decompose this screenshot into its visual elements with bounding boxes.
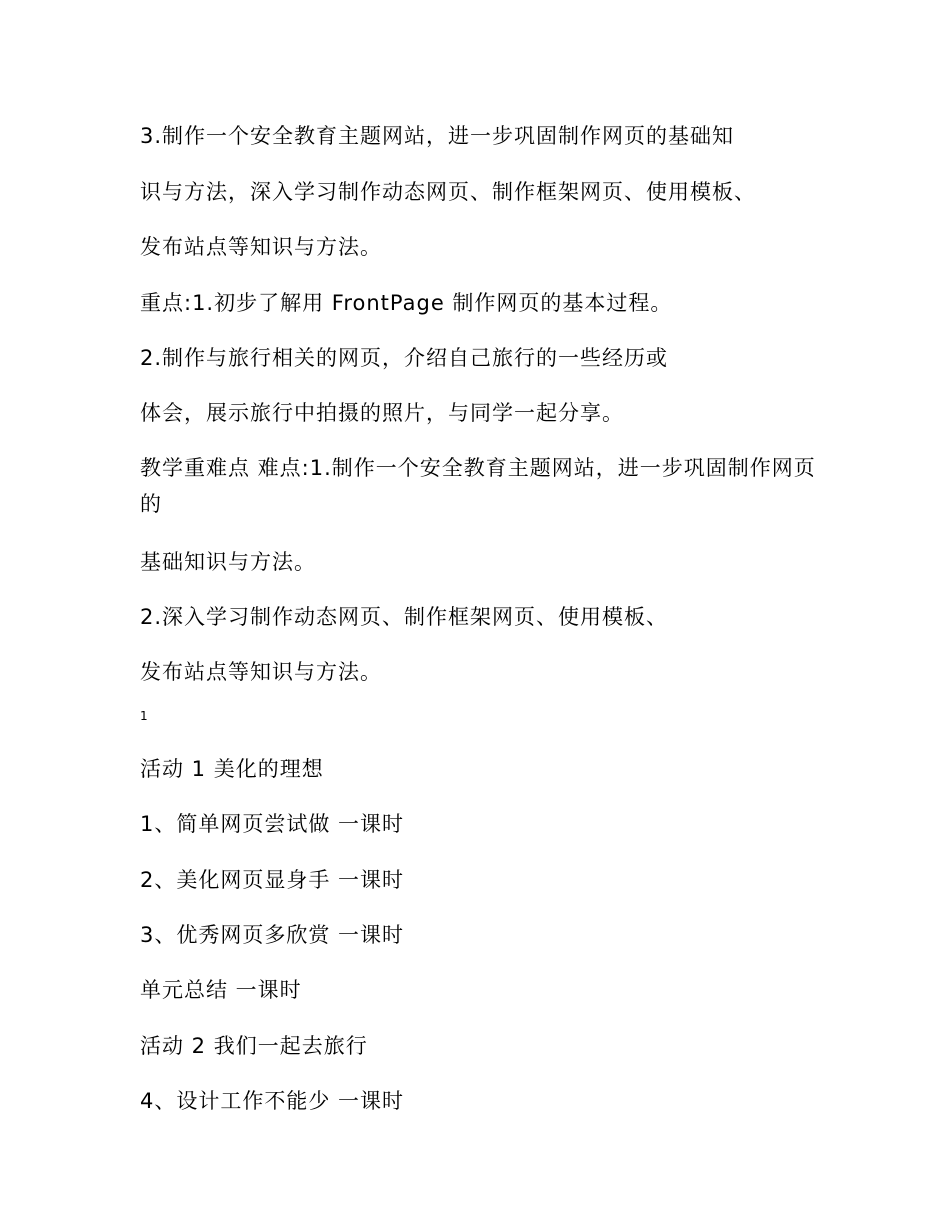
- key-point-line: 重点:1.初步了解用 FrontPage 制作网页的基本过程。: [140, 291, 673, 315]
- page-number: 1: [140, 709, 148, 723]
- lesson-item: 4、设计工作不能少 一课时: [140, 1089, 405, 1113]
- paragraph-line: 体会，展示旅行中拍摄的照片，与同学一起分享。: [140, 401, 624, 425]
- summary-item: 单元总结 一课时: [140, 978, 302, 1002]
- lesson-item: 3、优秀网页多欣赏 一课时: [140, 923, 405, 947]
- paragraph-line: 发布站点等知识与方法。: [140, 235, 382, 259]
- paragraph-line: 识与方法，深入学习制作动态网页、制作框架网页、使用模板、: [140, 180, 756, 204]
- paragraph-line: 2.深入学习制作动态网页、制作框架网页、使用模板、: [140, 605, 669, 629]
- paragraph-line: 2.制作与旅行相关的网页，介绍自己旅行的一些经历或: [140, 346, 669, 370]
- lesson-item: 2、美化网页显身手 一课时: [140, 868, 405, 892]
- paragraph-line: 发布站点等知识与方法。: [140, 660, 382, 684]
- paragraph-line: 基础知识与方法。: [140, 550, 316, 574]
- activity-heading: 活动 2 我们一起去旅行: [140, 1034, 368, 1058]
- lesson-item: 1、简单网页尝试做 一课时: [140, 812, 405, 836]
- paragraph-line: 3.制作一个安全教育主题网站，进一步巩固制作网页的基础知: [140, 124, 735, 148]
- difficulty-paragraph: 教学重难点 难点:1.制作一个安全教育主题网站，进一步巩固制作网页的: [140, 456, 816, 516]
- activity-heading: 活动 1 美化的理想: [140, 757, 324, 781]
